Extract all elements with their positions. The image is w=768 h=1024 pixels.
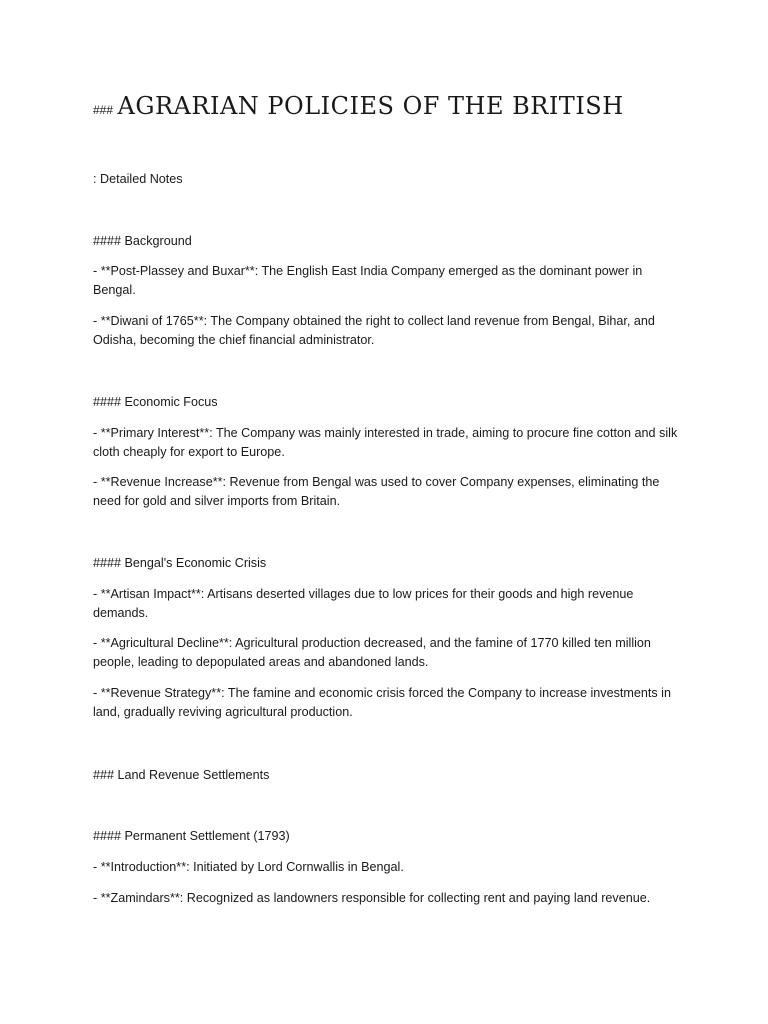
paragraph-zamindars: - **Zamindars**: Recognized as landowners responsible for collecting rent and paying land revenue. bbox=[93, 891, 651, 905]
paragraph-artisan-impact: - **Artisan Impact**: Artisans deserted villages due to low prices for their goods and high revenue demands. bbox=[93, 587, 634, 620]
heading-background: #### Background bbox=[93, 234, 192, 248]
subtitle: : Detailed Notes bbox=[93, 172, 183, 186]
paragraph-diwani: - **Diwani of 1765**: The Company obtained the right to collect land revenue from Bengal, Bihar, and Odisha, becoming the chief financial administrator. bbox=[93, 314, 655, 347]
heading-bengal-crisis: #### Bengal's Economic Crisis bbox=[93, 556, 267, 570]
paragraph-revenue-strategy: - **Revenue Strategy**: The famine and economic crisis forced the Company to increase investments in land, gradually reviving agricultural production. bbox=[93, 686, 671, 719]
paragraph-post-plassey: - **Post-Plassey and Buxar**: The English East India Company emerged as the dominant power in Bengal. bbox=[93, 264, 643, 297]
paragraph-introduction: - **Introduction**: Initiated by Lord Cornwallis in Bengal. bbox=[93, 860, 404, 874]
heading-permanent-settlement: #### Permanent Settlement (1793) bbox=[93, 829, 290, 843]
heading-land-revenue: ### Land Revenue Settlements bbox=[93, 768, 270, 782]
paragraph-primary-interest: - **Primary Interest**: The Company was mainly interested in trade, aiming to procure fine cotton and silk cloth cheaply for export to Europe. bbox=[93, 426, 678, 459]
heading-economic-focus: #### Economic Focus bbox=[93, 395, 218, 409]
paragraph-revenue-increase: - **Revenue Increase**: Revenue from Bengal was used to cover Company expenses, eliminating the need for gold and silver imports from Britain. bbox=[93, 475, 660, 508]
title-text: AGRARIAN POLICIES OF THE BRITISH bbox=[117, 92, 624, 120]
title-markdown-hashes: ### bbox=[93, 103, 114, 117]
paragraph-agricultural-decline: - **Agricultural Decline**: Agricultural production decreased, and the famine of 1770 killed ten million people, leading to depopulated areas and abandoned lands. bbox=[93, 636, 651, 669]
document-title bbox=[93, 92, 624, 120]
